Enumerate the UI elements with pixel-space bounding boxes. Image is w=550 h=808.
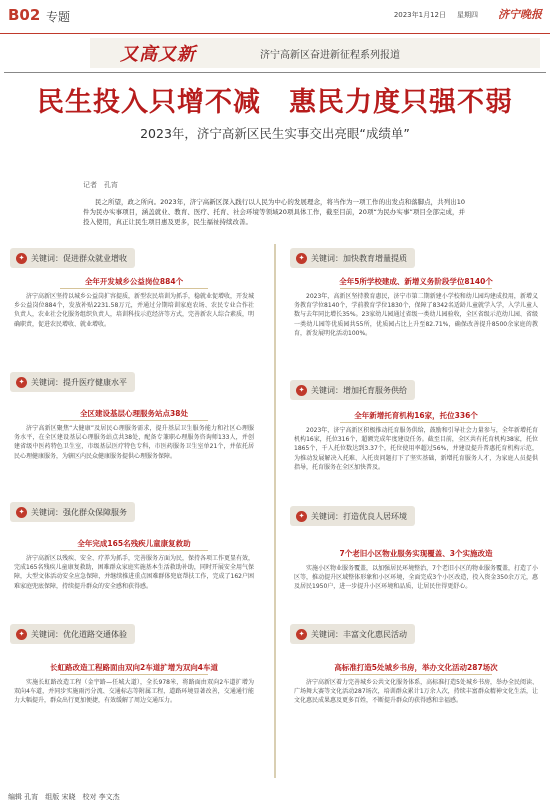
divider [340,288,491,289]
card-tag: ✦ 关键词：提升医疗健康水平 [10,372,135,392]
byline: 记者 孔宵 [83,181,118,189]
keyword-icon: ✦ [16,507,27,518]
keyword-icon: ✦ [296,629,307,640]
card-title: 高标准打造5处城乡书房，举办文化活动287场次 [334,663,498,672]
card-education [290,248,542,368]
card-tag: ✦ 关键词：加快教育增量提质 [290,248,415,268]
issue-date: 2023年1月12日 [393,11,446,19]
series-title: 济宁高新区奋进新征程系列报道 [260,50,400,61]
issue-weekday: 星期四 [457,11,478,19]
page-number: B02 [8,6,41,24]
keyword-icon: ✦ [16,253,27,264]
keyword-icon: ✦ [16,377,27,388]
masthead [0,0,550,34]
keyword-icon: ✦ [16,629,27,640]
card-title: 全年完成165名残疾儿童康复救助 [77,539,191,548]
series-banner [90,38,540,68]
card-body: 2023年，济宁高新区积极推动托育服务供给，鼓励和引导社会力量参与，全年新增托育机构16家，托位316个，超额完成年度建设任务。截至目前，全区共有托育机构38家，托位1865个，千人托位数达到3.37个，托位使用率超过56%，并建设提升普惠托育机构示范，为推动发展解决入托难、入托贵问题打下了坚实基础，新增托育服务人才，为家庭人员提供指导，托育服务在全区加快普及。 [294,427,538,471]
card-body: 济宁高新区以残疾、安全、疗养为抓手，完善服务方面为民，保持各项工作更显有效，完成165名残疾儿童康复救助，困难群众家庭实施基本生活救助补助，同时开展安全用气保障，大型文体活动安全应急保障，并继续推进重点困难群体兜底帮扶工作，完成了162户困难家庭兜底保障，持续提升群众的安全感和获得感。 [14,555,255,590]
keyword-icon: ✦ [296,253,307,264]
card-childcare [290,380,542,500]
divider [340,560,491,561]
card-healthcare [10,372,258,482]
card-tag: ✦ 关键词：优化道路交通体验 [10,624,135,644]
editor-credits: 编辑 孔宵 组版 宋晓 校对 李文杰 [8,793,120,801]
divider [60,674,209,675]
card-culture [290,624,542,774]
card-body: 济宁高新区着力完善城乡公共文化服务体系，高标准打造5处城乡书房，举办全民阅读、广场舞大赛等文化活动287场次，培训群众累计1万余人次，持续丰富群众精神文化生活，让文化惠民成果惠及更多百姓，不断提升群众的获得感和幸福感。 [294,679,538,705]
card-body: 2023年，高新区坚持教育惠民，济宁市第二期新建小学校和幼儿园均建成投用，新增义务教育学位8140个，学前教育学位1830个，保障了8342名适龄儿童就学入学，入学儿童人数与去年同比增长35%。23家幼儿园通过省级一类幼儿园验收，全区省级示范幼儿园、省级一类幼儿园等优质园共55所，优质园占比上升至82.71%，确保改善提升8500余家庭的教育，新发展明化活动100%。 [294,293,538,337]
divider [60,550,209,551]
card-title: 长虹路改造工程路面由双向2车道扩增为双向4车道 [50,663,218,672]
card-tag: ✦ 关键词：促进群众就业增收 [10,248,135,268]
card-body: 济宁高新区坚持以城乡公益岗扩容提质，新型农民培训为抓手，稳就业促增收，开发城乡公益岗位884个，发放补贴2231.58万元，并通过分期培训家庭农场、农民专业合作社负责人，农业社会化服务组织负责人，培训科技示范经济等方式，完善新农人综合素质，明确职责，促进农民增收、就业增收。 [14,293,255,328]
card-title: 全区建设基层心理服务站点38处 [80,409,188,418]
headline: 民生投入只增不减 惠民力度只强不弱 [37,87,513,118]
divider [340,422,491,423]
card-title: 7个老旧小区物业服务实现覆盖、3个实施改造 [339,549,493,558]
subheadline: 2023年，济宁高新区民生实事交出亮眼“成绩单” [140,126,410,141]
page-section: 专题 [46,10,71,24]
card-title: 全年新增托育机构16家，托位336个 [354,411,478,420]
card-employment [10,248,258,358]
intro-paragraph: 民之所望，政之所向。2023年，济宁高新区深入践行以人民为中心的发展理念，将当作为一项工作的出发点和落脚点，共列出10件为民办实事项目，涵盖就业、教育、医疗、托育、社会环境等领域20项具体工作，截至目前，20项“为民办实事”项目全部完成，并投入使用，真正让民生项目惠及更多，民生福祉持续改善。 [83,198,465,227]
card-body: 济宁高新区聚焦“大健康”及居民心理服务需求，提升基层卫生服务能力和社区心理服务水平，在全区建设基层心理服务站点共38处，配备专兼职心理服务咨询师133人，并创建省级中医药特色卫生室，市级基层医疗特色专科，市医药服务卫生室单21个，并依托居民心理健康服务，为辖区内民众健康服务提供心理服务保障。 [14,425,254,460]
card-body: 实施长虹路改造工程（金宇路—任城大道），全长978米，将路面由双向2车道扩增为双向4车道，并同步实施雨污分流、交通标志等附属工程，道路环境显著改善，交通通行能力大幅提升，群众出行更加便捷，有效缓解了周边交通压力。 [14,679,254,705]
card-tag: ✦ 关键词：强化群众保障服务 [10,502,135,522]
card-social-security [10,502,258,612]
card-title: 全年5所学校建成、新增义务阶段学位8140个 [339,277,493,286]
newspaper-logo: 济宁晚报 [498,8,542,21]
card-title: 全年开发城乡公益岗位884个 [84,277,184,286]
card-tag: ✦ 关键词：增加托育服务供给 [290,380,415,400]
series-logo: 又高又新 [120,44,196,65]
timeline-line [274,244,276,778]
card-road-traffic [10,624,258,774]
card-tag: ✦ 关键词：丰富文化惠民活动 [290,624,415,644]
divider [60,288,209,289]
card-body: 实施小区物业服务覆盖，以加强居民环境整治，7个老旧小区的物业服务覆盖，打造了小区等，推动提升区域整体形象和小区环境，全面完成3个小区改造，投入资金350余万元，惠及居民1950户，进一步提升小区环境和品质，让居民住得更舒心。 [294,565,538,591]
card-tag: ✦ 关键词：打造优良人居环境 [290,506,415,526]
card-living-environment [290,506,542,606]
divider [60,420,209,421]
keyword-icon: ✦ [296,385,307,396]
divider [340,674,491,675]
divider [4,72,546,73]
keyword-icon: ✦ [296,511,307,522]
